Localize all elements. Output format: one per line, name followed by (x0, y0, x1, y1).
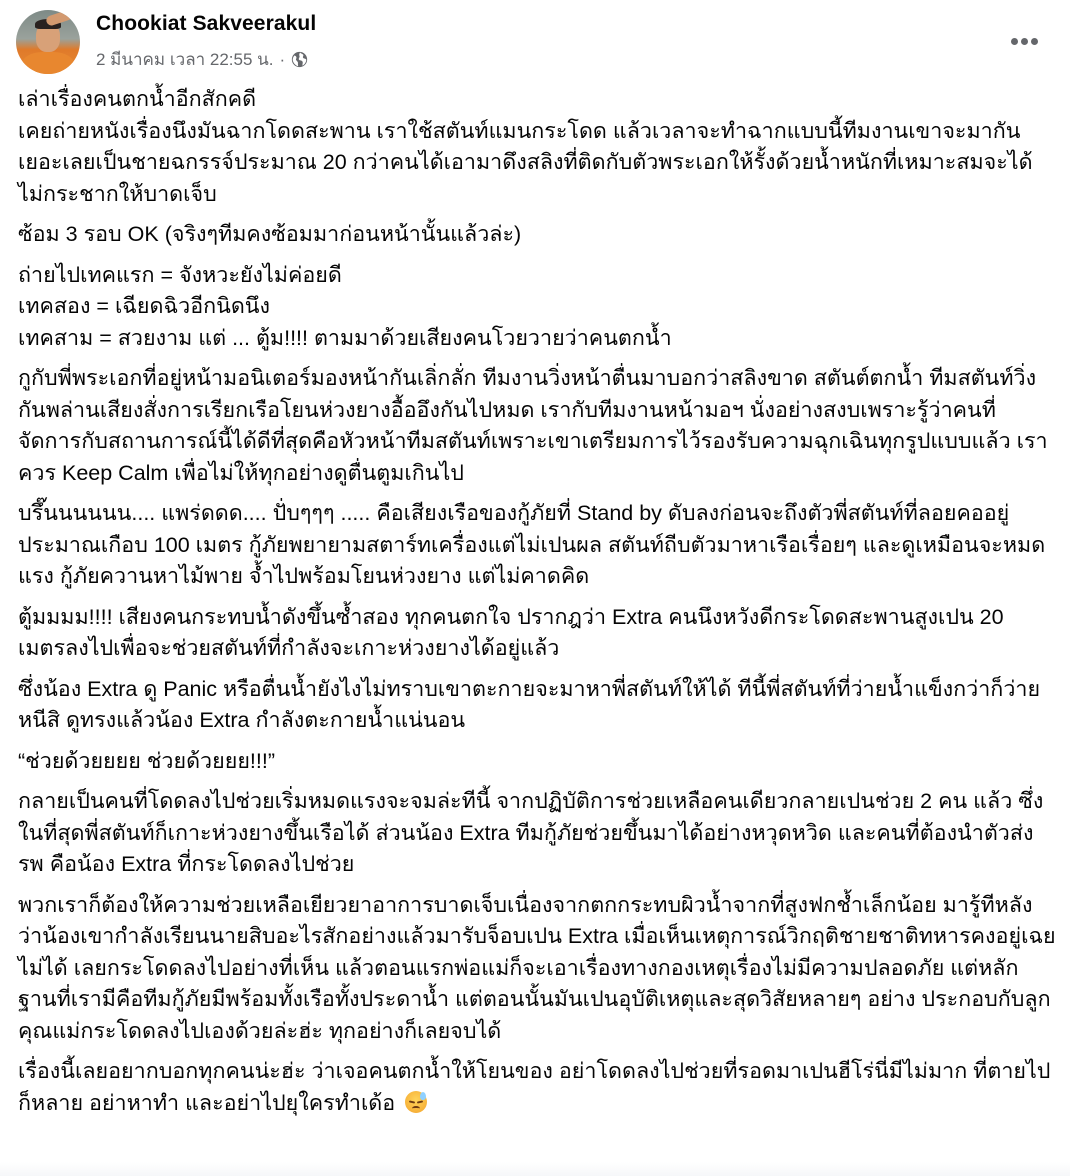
paragraph-8 (18, 746, 1056, 778)
paragraph-2 (18, 219, 1056, 251)
globe-icon[interactable] (291, 51, 308, 68)
paragraph-5 (18, 498, 1056, 593)
more-options-icon-dot (1011, 38, 1018, 45)
avatar-shirt (22, 52, 74, 74)
paragraph-7 (18, 674, 1056, 737)
paragraph-9 (18, 786, 1056, 881)
paragraph-line: ตู้มมมม!!!! เสียงคนกระทบน้ำดังขึ้นซ้ำสอง ทุกคนตกใจ ปรากฎว่า Extra คนนึงหวังดีกระโดดสะพานสูงเปน 20 เมตรลงไปเพื่อจะช่วยสตันท์ที่กำลังจะเกาะห่วงยางได้อยู่แล้ว (18, 604, 1004, 660)
paragraph-3 (18, 260, 1056, 355)
paragraph-11 (18, 1056, 1056, 1119)
bottom-fade (0, 1162, 1070, 1176)
paragraph-line: ถ่ายไปเทคแรก = จังหวะยังไม่ค่อยดี (18, 262, 342, 287)
paragraph-10 (18, 890, 1056, 1048)
post-header (16, 8, 1054, 74)
paragraph-line: พวกเราก็ต้องให้ความช่วยเหลือเยียวยาอาการบาดเจ็บเนื่องจากตกกระทบผิวน้ำจากที่สูงฟกช้ำเล็กน้อย มารู้ทีหลังว่าน้องเขากำลังเรียนนายสิบอะไรสักอย่างแล้วมารับจ็อบเปน Extra เมื่อเห็นเหตุการณ์วิกฤติชายชาติทหารคงอยู่เฉยไม่ได้ เลยกระโดดลงไปอย่างที่เห็น แล้วตอนแรกพ่อแม่ก็จะเอาเรื่องทางกองเหตุเรื่องไม่มีความปลอดภัย แต่หลักฐานที่เรามีคือทีมกู้ภัยมีพร้อมทั้งเรือทั้งประดาน้ำ แต่ตอนนั้นมันเปนอุบัติเหตุและสุดวิสัยหลายๆ อย่าง ประกอบกับลูกคุณแม่กระโดดลงไปเองด้วยล่ะฮ่ะ ทุกอย่างก็เลยจบได้ (18, 892, 1056, 1043)
paragraph-line: “ช่วยด้วยยยย ช่วยด้วยยย!!!” (18, 748, 275, 773)
paragraph-line: เล่าเรื่องคนตกน้ำอีกสักคดี (18, 87, 257, 111)
post-body (18, 84, 1056, 1128)
avatar[interactable] (16, 10, 80, 74)
meta-separator: · (279, 49, 286, 69)
paragraph-line: เรื่องนี้เลยอยากบอกทุกคนน่ะฮ่ะ ว่าเจอคนตกน้ำให้โยนของ อย่าโดดลงไปช่วยที่รอดมาเปนฮีโร่นี่มีไม่มาก ที่ตายไปก็หลาย อย่าหาทำ และอย่าไปยุใครทำเด้อ (18, 1059, 1051, 1115)
paragraph-line: เทคสาม = สวยงาม แต่ ... ตู้ม!!!! ตามมาด้วยเสียงคนโวยวายว่าคนตกน้ำ (18, 325, 672, 350)
downcast-face-with-sweat-emoji (405, 1091, 427, 1113)
paragraph-1 (18, 84, 1056, 210)
more-options-button[interactable] (1004, 26, 1044, 56)
post-meta (96, 46, 308, 73)
paragraph-line: เทคสอง = เฉียดฉิวอีกนิดนึง (18, 294, 270, 318)
post-timestamp[interactable]: 2 มีนาคม เวลา 22:55 น. (96, 50, 274, 69)
paragraph-line: ซึ่งน้อง Extra ดู Panic หรือตื่นน้ำยังไงไม่ทราบเขาตะกายจะมาหาพี่สตันท์ให้ได้ ทีนี้พี่สตันท์ที่ว่ายน้ำแข็งกว่าก็ว่ายหนีสิ ดูทรงแล้วน้อง Extra กำลังตะกายน้ำแน่นอน (18, 676, 1041, 732)
more-options-icon-dot (1021, 38, 1028, 45)
paragraph-6 (18, 602, 1056, 665)
paragraph-line: กลายเป็นคนที่โดดลงไปช่วยเริ่มหมดแรงจะจมล่ะทีนี้ จากปฏิบัติการช่วยเหลือคนเดียวกลายเปนช่วย 2 คน แล้ว ซึ่งในที่สุดพี่สตันท์ก็เกาะห่วงยางขึ้นเรือได้ ส่วนน้อง Extra ทีมกู้ภัยช่วยขึ้นมาได้อย่างหวุดหวิด และคนที่ต้องนำตัวส่ง รพ คือน้อง Extra ที่กระโดดลงไปช่วย (18, 789, 1044, 876)
author-name[interactable]: Chookiat Sakveerakul (96, 12, 317, 35)
paragraph-line: บรึ๊นนนนนน.... แพร่ดดด.... ปั่บๆๆๆ ..... คือเสียงเรือของกู้ภัยที่ Stand by ดับลงก่อนจะถึงตัวพี่สตันท์ที่ลอยคออยู่ประมาณเกือบ 100 เมตร กู้ภัยพยายามสตาร์ทเครื่องแต่ไม่เปนผล สตันท์ถีบตัวมาหาเรือเรื่อยๆ และดูเหมือนจะหมดแรง กู้ภัยควานหาไม้พาย จ้ำไปพร้อมโยนห่วงยาง แต่ไม่คาดคิด (18, 501, 1046, 588)
paragraph-line: กูกับพี่พระเอกที่อยู่หน้ามอนิเตอร์มองหน้ากันเลิ่กลั่ก ทีมงานวิ่งหน้าตื่นมาบอกว่าสลิงขาด สตันต์ตกน้ำ ทีมสตันท์วิ่งกันพล่านเสียงสั่งการเรียกเรือโยนห่วงยางอื้ออึงกันไปหมด เรากับทีมงานหน้ามอฯ นั่งอย่างสงบเพราะรู้ว่าคนที่จัดการกับสถานการณ์นี้ได้ดีที่สุดคือหัวหน้าทีมสตันท์เพราะเขาเตรียมการไว้รองรับความฉุกเฉินทุกรูปแบบแล้ว เราควร Keep Calm เพื่อไม่ให้ทุกอย่างดูตื่นตูมเกินไป (18, 366, 1048, 485)
paragraph-line: เคยถ่ายหนังเรื่องนึงมันฉากโดดสะพาน เราใช้สตันท์แมนกระโดด แล้วเวลาจะทำฉากแบบนี้ทีมงานเขาจะมากันเยอะเลยเป็นชายฉกรรจ์ประมาณ 20 กว่าคนได้เอามาดึงสลิงที่ติดกับตัวพระเอกให้รั้งด้วยน้ำหนักที่เหมาะสมจะได้ไม่กระชากให้บาดเจ็บ (18, 118, 1033, 206)
more-options-icon-dot (1031, 38, 1038, 45)
paragraph-4 (18, 363, 1056, 489)
paragraph-line: ซ้อม 3 รอบ OK (จริงๆทีมคงซ้อมมาก่อนหน้านั้นแล้วล่ะ) (18, 222, 522, 246)
